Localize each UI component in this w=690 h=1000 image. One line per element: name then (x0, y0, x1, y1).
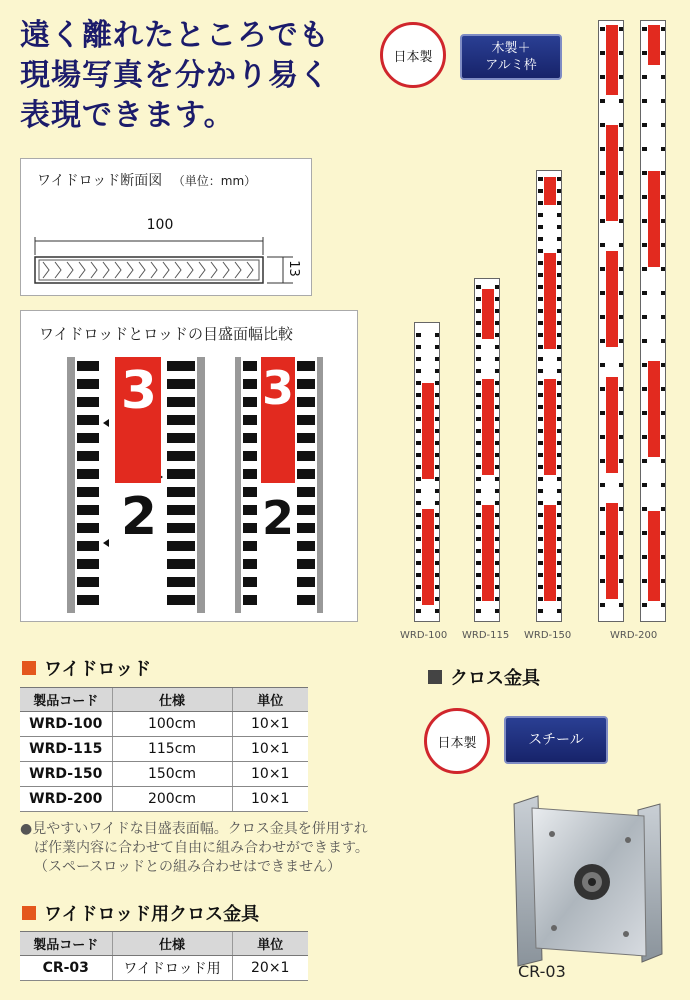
width-dimension-label: 100 (146, 217, 174, 233)
table-row (20, 712, 308, 737)
made-in-japan-badge (380, 22, 446, 88)
product-code: WRD-150 (20, 762, 112, 787)
product-code: WRD-100 (20, 712, 112, 737)
wide-rod-number-2: 2 (120, 487, 158, 547)
cross-section-drawing (31, 229, 301, 289)
spec: 115cm (112, 737, 232, 762)
rod-wrd-200-left (598, 20, 624, 622)
cross-metal-heading-text: クロス金具 (450, 668, 540, 689)
note-line-2: ば作業内容に合わせて自由に組み合わせができます。 (34, 840, 369, 856)
unit: 10×1 (232, 712, 308, 737)
unit: 10×1 (232, 787, 308, 812)
column-header: 製品コード (20, 932, 112, 956)
origin-label: 日本製 (437, 735, 477, 751)
cross-fitting-heading (22, 900, 259, 926)
cross-metal-caption: CR-03 (518, 962, 566, 981)
table-row (20, 762, 308, 787)
cross-metal-illustration (508, 790, 672, 968)
headline-line-2: 現場写真を分かり易く (20, 58, 330, 93)
headline (20, 16, 380, 136)
rod-caption-wrd-100: WRD-100 (400, 630, 448, 641)
spec: 150cm (112, 762, 232, 787)
spec: 200cm (112, 787, 232, 812)
table-row (20, 787, 308, 812)
heading-marker-icon (22, 906, 36, 920)
column-header: 単位 (232, 688, 308, 712)
material-line-2: アルミ枠 (485, 58, 537, 73)
comparison-title: ワイドロッドとロッドの目盛面幅比較 (39, 325, 293, 343)
headline-line-1: 遠く離れたところでも (20, 18, 330, 53)
cross-section-box (20, 158, 312, 296)
rod-wrd-115 (474, 278, 500, 622)
cross-metal-made-in-japan-badge (424, 708, 490, 774)
origin-label: 日本製 (393, 49, 433, 65)
column-header: 仕様 (112, 688, 232, 712)
cross-section-unit: （単位：mm） (172, 174, 257, 188)
unit: 10×1 (232, 762, 308, 787)
wide-rod-heading (22, 655, 151, 681)
wide-rod-number-3: 3 (120, 361, 158, 421)
note-line-1: ●見やすいワイドな目盛表面幅。クロス金具を併用すれ (20, 821, 368, 837)
table-header-row (20, 932, 308, 956)
steel-badge (504, 716, 608, 764)
product-code: CR-03 (20, 956, 112, 981)
column-header: 製品コード (20, 688, 112, 712)
cross-section-title (37, 170, 256, 190)
product-code: WRD-200 (20, 787, 112, 812)
unit: 10×1 (232, 737, 308, 762)
comparison-box (20, 310, 358, 622)
heading-marker-icon (428, 670, 442, 684)
spec: 100cm (112, 712, 232, 737)
material-badge (460, 34, 562, 80)
cross-metal-heading (428, 664, 540, 690)
wide-rod-table (20, 687, 308, 812)
wide-rod-heading-text: ワイドロッド (44, 659, 152, 680)
rod-caption-wrd-115: WRD-115 (462, 630, 510, 641)
steel-label: スチール (528, 731, 584, 748)
cross-section-title-text: ワイドロッド断面図 (37, 173, 163, 189)
table-row (20, 956, 308, 981)
column-header: 仕様 (112, 932, 232, 956)
table-row (20, 737, 308, 762)
rod-wrd-200-right (640, 20, 666, 622)
table-header-row (20, 688, 308, 712)
normal-rod-number-3: 3 (261, 361, 294, 415)
rod-wrd-100 (414, 322, 440, 622)
headline-line-3: 表現できます。 (20, 98, 235, 133)
product-code: WRD-115 (20, 737, 112, 762)
note-line-3: （スペースロッドとの組み合わせはできません） (34, 859, 342, 875)
heading-marker-icon (22, 661, 36, 675)
rod-wrd-150 (536, 170, 562, 622)
height-dimension-label: 13 (285, 260, 301, 277)
cross-fitting-heading-text: ワイドロッド用クロス金具 (44, 904, 260, 925)
spec: ワイドロッド用 (112, 956, 232, 981)
cross-fitting-table (20, 931, 308, 981)
material-line-1: 木製＋ (491, 41, 531, 56)
wide-rod-note (20, 820, 420, 877)
unit: 20×1 (232, 956, 308, 981)
normal-rod-number-2: 2 (261, 491, 294, 545)
rod-caption-wrd-200: WRD-200 (610, 630, 658, 641)
column-header: 単位 (232, 932, 308, 956)
rod-caption-wrd-150: WRD-150 (524, 630, 572, 641)
